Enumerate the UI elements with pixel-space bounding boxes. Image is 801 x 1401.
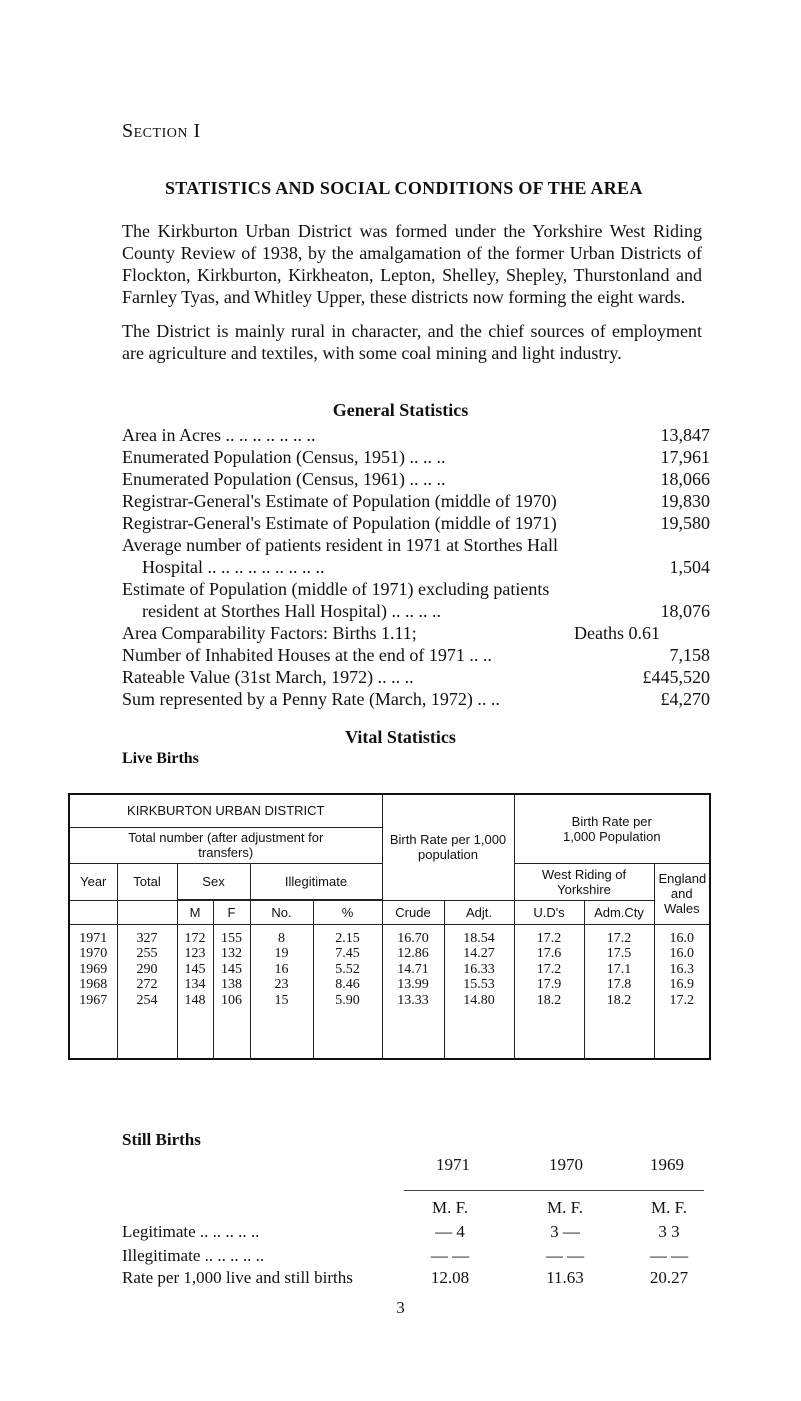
stat-label: resident at Storthes Hall Hospital) .. .. .. .. [142,601,441,621]
header-no: No. [250,900,313,924]
general-statistics-title: General Statistics [332,400,469,420]
still-births-rule [404,1190,704,1191]
stat-value: 7,158 [669,645,710,665]
stat-label: Sum represented by a Penny Rate (March, 1972) .. .. [122,689,500,709]
still-births-mf: M. F. [651,1198,687,1217]
page-number: 3 [396,1298,405,1317]
stat-row-est1970 [122,490,710,512]
header-england-wales: England and Wales [654,863,710,924]
header-total-number: Total number (after adjustment for transfers) [69,827,382,863]
still-births-cell: — 4 [435,1222,465,1241]
stat-label: Area Comparability Factors: Births 1.11; [122,623,417,643]
stat-value: Deaths 0.61 [574,623,660,643]
header-west-riding: West Riding of Yorkshire [514,863,654,900]
header-adjt: Adjt. [444,900,514,924]
still-births-rate-label: Rate per 1,000 live and still births [122,1268,353,1287]
col-f: 155 132 145 138 106 [213,924,250,1059]
col-admcty: 17.2 17.5 17.1 17.8 18.2 [584,924,654,1059]
stat-label: Registrar-General's Estimate of Population (middle of 1970) [122,491,557,511]
header-birth-rate: Birth Rate per 1,000 population [382,794,514,899]
still-births-year: 1970 [549,1155,583,1174]
header-sex: Sex [177,863,250,899]
still-births-cell: 3 3 [658,1222,680,1241]
still-births-cell: — — [649,1246,689,1265]
still-births-mf: M. F. [432,1198,468,1217]
header-year: Year [69,863,117,900]
stat-label: Estimate of Population (middle of 1971) excluding patients [122,579,550,599]
stat-label: Area in Acres .. .. .. .. .. .. .. [122,425,316,445]
table-body-row [69,924,710,1059]
live-births-table-wrapper [68,793,709,1060]
header-crude: Crude [382,900,444,924]
stat-label: Enumerated Population (Census, 1951) .. .. .. [122,447,446,467]
intro-paragraph: The Kirkburton Urban District was formed under the Yorkshire West Riding County Review of 1938, by the amalgamation of the former Urban Districts of Flockton, Kirkburton, Kirkheaton, Lepton, Shelley, Shepley, Thurstonland and Farnley Tyas, and Whitley Upper, these districts now forming the eight wards. [122,221,702,307]
still-births-title: Still Births [122,1130,201,1149]
still-births-legitimate-label: Legitimate .. .. .. .. .. [122,1222,260,1241]
header-illegitimate: Illegitimate [250,863,382,899]
stat-row-pop1961 [122,468,710,490]
still-births-cell: 12.08 [430,1268,470,1287]
live-births-title: Live Births [122,750,199,767]
stat-label: Rateable Value (31st March, 1972) .. .. .. [122,667,414,687]
still-births-mf: M. F. [547,1198,583,1217]
stat-value: 1,504 [669,557,710,577]
header-uds: U.D's [514,900,584,924]
stat-value: 18,066 [660,469,710,489]
col-uds: 17.2 17.6 17.2 17.9 18.2 [514,924,584,1059]
col-illegit-pct: 2.15 7.45 5.52 8.46 5.90 [313,924,382,1059]
stat-label: Enumerated Population (Census, 1961) .. .. .. [122,469,446,489]
stat-value: 18,076 [660,601,710,621]
stat-row-avg-line1 [122,534,710,556]
still-births-year: 1971 [436,1155,470,1174]
header-total-spacer [117,900,177,924]
header-m: M [177,900,213,924]
employment-paragraph: The District is mainly rural in character, and the chief sources of employment are agriculture and textiles, with some coal mining and light industry. [122,321,702,363]
stat-value: 19,580 [660,513,710,533]
col-year: 1971 1970 1969 1968 1967 [69,924,117,1059]
still-births-cell: 20.27 [649,1268,689,1287]
still-births-cell: 3 — [550,1222,580,1241]
stat-row-est1971 [122,512,710,534]
stat-row-avg-line2 [122,556,710,578]
header-pct: % [313,900,382,924]
stat-row-comparability [122,622,710,644]
stat-value: 19,830 [660,491,710,511]
stat-label: Number of Inhabited Houses at the end of 1971 .. .. [122,645,492,665]
stat-row-penny-rate [122,688,710,710]
still-births-cell: — — [545,1246,585,1265]
col-crude: 16.70 12.86 14.71 13.99 13.33 [382,924,444,1059]
page-title: STATISTICS AND SOCIAL CONDITIONS OF THE AREA [165,178,643,198]
stat-row-excl-line2 [122,600,710,622]
col-m: 172 123 145 134 148 [177,924,213,1059]
stat-value: 13,847 [660,425,710,445]
stat-row-pop1951 [122,446,710,468]
stat-label: Registrar-General's Estimate of Population (middle of 1971) [122,513,557,533]
section-heading: Section I [122,120,201,142]
still-births-illegitimate-label: Illegitimate .. .. .. .. .. [122,1246,265,1265]
header-admcty: Adm.Cty [584,900,654,924]
stat-row-area [122,424,710,446]
stat-label: Average number of patients resident in 1971 at Storthes Hall [122,535,559,555]
header-total: Total [117,863,177,900]
col-total: 327 255 290 272 254 [117,924,177,1059]
header-year-spacer [69,900,117,924]
live-births-table [68,793,711,1060]
stat-row-houses [122,644,710,666]
header-birth-rate-population: Birth Rate per 1,000 Population [514,794,710,863]
still-births-year: 1969 [650,1155,684,1174]
stat-row-rateable [122,666,710,688]
col-adjt: 18.54 14.27 16.33 15.53 14.80 [444,924,514,1059]
stat-value: £4,270 [660,689,710,709]
header-district: KIRKBURTON URBAN DISTRICT [69,794,382,827]
stat-value: £445,520 [642,667,710,687]
header-f: F [213,900,250,924]
col-illegit-no: 8 19 16 23 15 [250,924,313,1059]
still-births-cell: — — [430,1246,470,1265]
stat-row-excl-line1 [122,578,710,600]
col-england: 16.0 16.0 16.3 16.9 17.2 [654,924,710,1059]
vital-statistics-title: Vital Statistics [345,727,456,747]
stat-label: Hospital .. .. .. .. .. .. .. .. .. [142,557,325,577]
still-births-cell: 11.63 [546,1268,584,1287]
stat-value: 17,961 [660,447,710,467]
